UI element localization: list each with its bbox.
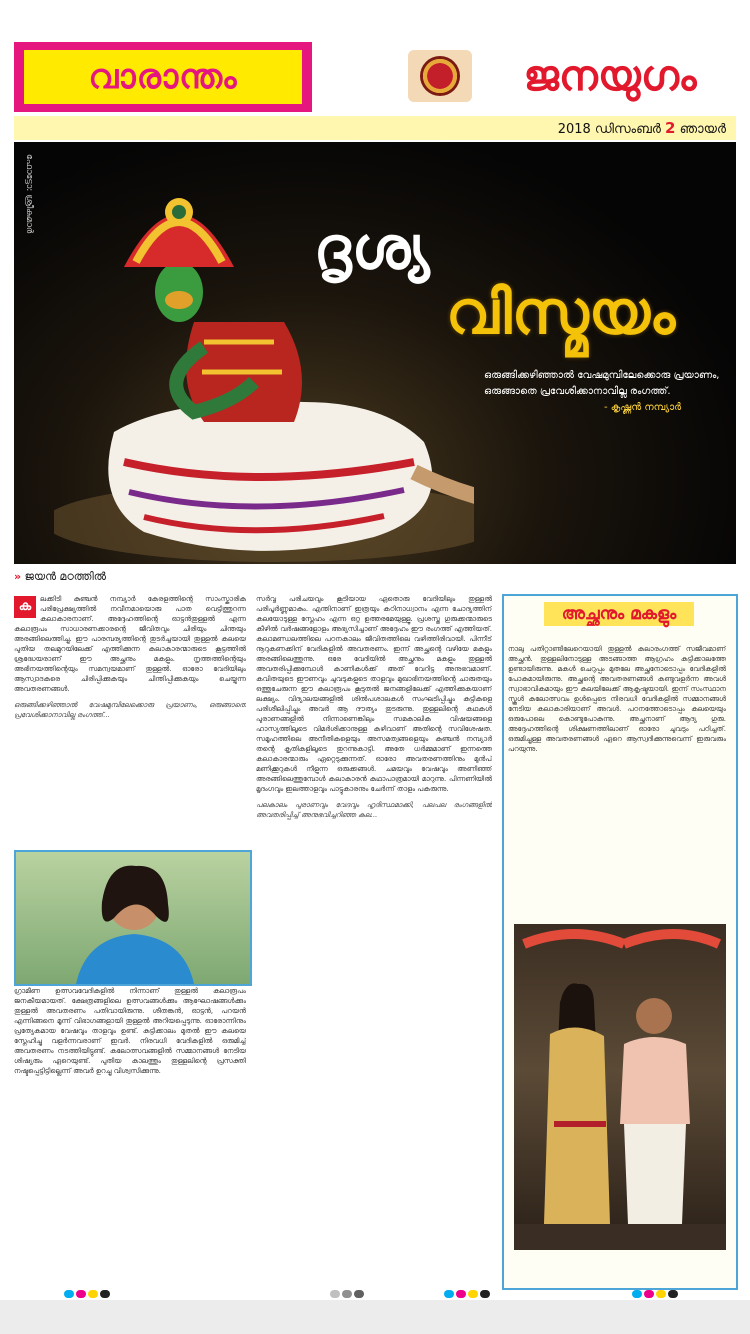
date-strip	[14, 116, 736, 140]
registration-mark-1	[64, 1290, 110, 1298]
article-text-2: ഗ്രാമീണ ഉത്സവവേദികളിൽ നിന്നാണ് തുള്ളൽ കലാരൂപം ജനകീയമായത്. ക്ഷേത്രങ്ങളിലെ ഉത്സവങ്ങൾക്കും ആഘോഷങ്ങൾക്കും തുള്ളൽ അവതരണം പതിവായിരുന്നു. ശീതങ്കൻ, ഓട്ടൻ, പറയൻ എന്നിങ്ങനെ മൂന്ന് വിഭാഗങ്ങളായി തുള്ളൽ അറിയപ്പെടുന്നു. ഓരോന്നിനും പ്രത്യേകമായ വേഷവും താളവും ഉണ്ട്. കുട്ടിക്കാലം മുതൽ ഈ കലയെ സ്നേഹിച്ചു വളർന്നവരാണ് ഇവർ. നിരവധി വേദികളിൽ ഒരുമിച്ച് അവതരണം നടത്തിയിട്ടുണ്ട്. കലോത്സവങ്ങളിൽ സമ്മാനങ്ങൾ നേടിയ ശിഷ്യരും ഏറെയുണ്ട്. പുതിയ കാലത്തും തുള്ളലിന്റെ പ്രസക്തി നഷ്ടപ്പെട്ടിട്ടില്ലെന്ന് അവർ ഉറച്ചു വിശ്വസിക്കുന്നു.	[14, 987, 246, 1075]
newspaper-emblem-icon	[408, 50, 472, 102]
hero-title-line1: ദൃശ്യ	[314, 214, 430, 282]
daughter-photo	[14, 850, 252, 986]
sidebar-text	[508, 644, 726, 906]
bottom-band	[0, 1300, 750, 1334]
article-column-1-top	[14, 594, 246, 844]
article-pullquote: ഒരുങ്ങിക്കഴിഞ്ഞാൽ വേഷമുമ്പിലേക്കൊരു പ്രയാണം, ഒരുങ്ങാതെ പ്രവേശിക്കാനാവില്ല രംഗത്ത്...	[14, 701, 246, 719]
dropcap: ക	[14, 596, 36, 618]
hero-quote-line2: ഒരുങ്ങാതെ പ്രവേശിക്കാനാവില്ല രംഗത്ത്.	[484, 386, 671, 397]
hero-title-line2: വിസ്മയം	[446, 278, 676, 348]
newspaper-name: ജനയുഗം	[523, 51, 697, 100]
sidebar-title: അച്ഛനും മകളും	[544, 602, 694, 626]
hero-quote	[484, 368, 724, 416]
article-text-1: ലക്കിടി കുഞ്ചൻ നമ്പ്യാർ കേരളത്തിന്റെ സാംസ്കാരിക പരിപ്രേക്ഷ്യത്തിൽ നവീനമായൊരു പാത വെട്ടിത്തുറന്ന കലാകാരനാണ്. അദ്ദേഹത്തിന്റെ ഓട്ടൻതുള്ളൽ എന്ന കലാരൂപം സാധാരണക്കാരന്റെ ജീവിതവും ചിരിയും ചിന്തയും അരങ്ങിലെത്തിച്ചു. ഈ പാരമ്പര്യത്തിന്റെ തുടർച്ചയായി തുള്ളൽ കലയെ പുതിയ തലമുറയിലേക്ക് എത്തിക്കുന്ന കലാകാരന്മാരുടെ കൂട്ടത്തിൽ ശ്രദ്ധേയരാണ് ഈ അച്ഛനും മകളും. നൃത്തത്തിന്റെയും അഭിനയത്തിന്റെയും സമന്വയമാണ് തുള്ളൽ. ഓരോ വേദിയിലും ആസ്വാദകരെ ചിരിപ്പിക്കുകയും ചിന്തിപ്പിക്കുകയും ചെയ്യുന്ന അവതരണങ്ങൾ.	[14, 595, 246, 693]
date-prefix: 2018 ഡിസംബർ	[557, 122, 661, 137]
sidebar-body: നാലു പതിറ്റാണ്ടിലേറെയായി തുള്ളൽ കലാരംഗത്ത് സജീവമാണ് അച്ഛൻ. തുള്ളലിനോടുള്ള അടങ്ങാത്ത ആഗ്രഹം കുട്ടിക്കാലത്തേ ഉണ്ടായിരുന്നു. മകൾ ചെറുപ്പം മുതലേ അച്ഛനോടൊപ്പം വേദികളിൽ പോകുമായിരുന്നു. അച്ഛന്റെ അവതരണങ്ങൾ കണ്ടുവളർന്ന അവൾ സ്വാഭാവികമായും ഈ കലയിലേക്ക് ആകൃഷ്ടയായി. ഇന്ന് സംസ്ഥാന സ്കൂൾ കലോത്സവം ഉൾപ്പെടെ നിരവധി വേദികളിൽ സമ്മാനങ്ങൾ നേടിയ കലാകാരിയാണ് അവൾ. പഠനത്തോടൊപ്പം കലയെയും ഒരുപോലെ കൊണ്ടുപോകുന്നു. അച്ഛനാണ് ആദ്യ ഗുരു. അദ്ദേഹത്തിന്റെ ശിക്ഷണത്തിലാണ് ഓരോ ചുവടും പഠിച്ചത്. ഒരുമിച്ചുള്ള അവതരണങ്ങൾ ഏറെ ആസ്വദിക്കുന്നുവെന്ന് ഇരുവരും പറയുന്നു.	[508, 645, 726, 753]
issue-date	[558, 119, 726, 137]
supplement-name: വാരാന്തം	[88, 57, 238, 97]
byline-arrows-icon: »	[14, 570, 22, 583]
article-column-2	[256, 594, 492, 1282]
registration-mark-3	[444, 1290, 490, 1298]
registration-mark-2	[330, 1290, 364, 1298]
byline	[14, 570, 106, 584]
date-weekday: ഞായർ	[679, 122, 726, 137]
byline-author: ജയൻ മഠത്തിൽ	[24, 570, 107, 583]
article-pullquote-2: പലകാലം പുരാണവും വേദവും ഹൃദിസ്ഥമാക്കി, പലപല രംഗങ്ങളിൽ അവതരിപ്പിച്ച് അനുഭവിച്ചറിഞ്ഞ കല...	[256, 801, 492, 819]
hero-quote-line1: ഒരുങ്ങിക്കഴിഞ്ഞാൽ വേഷമുമ്പിലേക്കൊരു പ്രയാണം,	[484, 370, 720, 381]
father-daughter-photo	[514, 924, 726, 1250]
registration-mark-4	[632, 1290, 678, 1298]
supplement-masthead	[14, 42, 312, 112]
hero-quote-author: - കൃഷ്ണൻ നമ്പ്യാർ	[604, 402, 682, 413]
date-day: 2	[665, 119, 676, 137]
photo-credit: ഫോട്ടോ: ശ്രീകുമാർ	[24, 154, 34, 234]
article-column-1-bottom	[14, 986, 246, 1282]
hero-photo	[14, 142, 736, 564]
supplement-masthead-inner	[24, 50, 302, 104]
article-text-3: സർവ്വ പരിചയവും കൂടിയായ ഏതൊരു വേദിയിലും തുള്ളൽ പരിപൂർണ്ണമാകും. എന്തിനാണ് ഇത്രയും കഠിനാധ്വാനം എന്ന ചോദ്യത്തിന് കലയോടുള്ള സ്നേഹം എന്ന ഒറ്റ ഉത്തരമേയുള്ളൂ. പ്രശസ്ത ഗുരുക്കന്മാരുടെ കീഴിൽ വർഷങ്ങളോളം അഭ്യസിച്ചാണ് അദ്ദേഹം ഈ രംഗത്ത് എത്തിയത്. കലാമണ്ഡലത്തിലെ പഠനകാലം ജീവിതത്തിലെ വഴിത്തിരിവായി. പിന്നീട് നൂറുകണക്കിന് വേദികളിൽ അവതരണം. ഇന്ന് അച്ഛന്റെ വഴിയേ മകളും അരങ്ങിലെത്തുന്നു. ഒരേ വേദിയിൽ അച്ഛനും മകളും തുള്ളൽ അവതരിപ്പിക്കുമ്പോൾ കാണികൾക്ക് അത് വേറിട്ട അനുഭവമാണ്. കവിതയുടെ ഈണവും ചുവടുകളുടെ താളവും മുഖാഭിനയത്തിന്റെ ചാരുതയും ഒത്തുചേരുന്ന ഈ കലാരൂപം കൂടുതൽ ജനങ്ങളിലേക്ക് എത്തിക്കുകയാണ് ലക്ഷ്യം. വിദ്യാലയങ്ങളിൽ ശിൽപശാലകൾ സംഘടിപ്പിച്ചും കുട്ടികളെ പരിശീലിപ്പിച്ചും അവർ ആ ദൗത്യം തുടരുന്നു. തുള്ളലിന്റെ കഥകൾ പുരാണങ്ങളിൽ നിന്നാണെങ്കിലും സമകാലിക വിഷയങ്ങളെ ഹാസ്യത്തിലൂടെ വിമർശിക്കാനുള്ള കഴിവാണ് അതിന്റെ സവിശേഷത. സമൂഹത്തിലെ അനീതികളെയും അസമത്വങ്ങളെയും കുഞ്ചൻ നമ്പ്യാർ തന്റെ കൃതികളിലൂടെ തുറന്നുകാട്ടി. അതേ ധർമ്മമാണ് ഇന്നത്തെ കലാകാരന്മാരും ഏറ്റെടുക്കുന്നത്. ഓരോ അവതരണത്തിനും മുൻപ് മണിക്കൂറുകൾ നീളുന്ന ഒരുക്കങ്ങൾ. ചമയവും വേഷവും അണിഞ്ഞ് അരങ്ങിലെത്തുമ്പോൾ കലാകാരൻ കഥാപാത്രമായി മാറുന്നു. പിന്നണിയിൽ മൃദംഗവും ഇലത്താളവും പാട്ടുകാരനും ചേർന്ന് താളം പകരുന്നു.	[256, 595, 492, 793]
